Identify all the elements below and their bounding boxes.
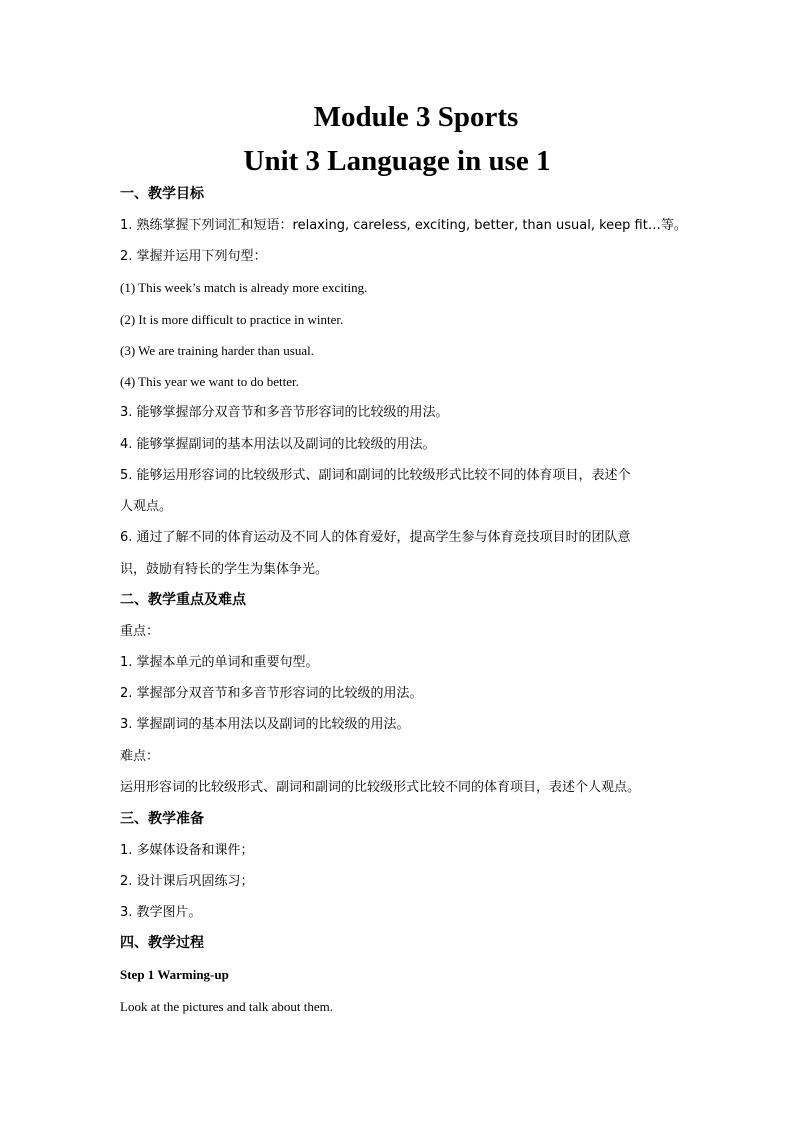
section-heading-process: 四、教学过程 — [120, 935, 204, 951]
difficult-point-text: 运用形容词的比较级形式、副词和副词的比较级形式比较不同的体育项目，表述个人观点。 — [120, 780, 641, 795]
section-heading-preparation: 三、教学准备 — [120, 811, 204, 827]
preparation-item: 2. 设计课后巩固练习； — [120, 874, 254, 889]
unit-title: Unit 3 Language in use 1 — [243, 145, 551, 177]
sentence-pattern: (2) It is more difficult to practice in winter. — [120, 312, 344, 327]
objective-item: 4. 能够掌握副词的基本用法以及副词的比较级的用法。 — [120, 437, 436, 452]
objective-item: 2. 掌握并运用下列句型： — [120, 249, 267, 264]
key-point-item: 2. 掌握部分双音节和多音节形容词的比较级的用法。 — [120, 686, 423, 701]
section-heading-objectives: 一、教学目标 — [120, 186, 204, 202]
key-point-item: 1. 掌握本单元的单词和重要句型。 — [120, 655, 319, 670]
objective-item-continued: 识，鼓励有特长的学生为集体争光。 — [120, 562, 329, 577]
key-points-label: 重点： — [120, 624, 160, 639]
step-title: Step 1 Warming-up — [120, 967, 229, 982]
sentence-pattern: (1) This week’s match is already more exciting. — [120, 280, 368, 295]
objective-item: 6. 通过了解不同的体育运动及不同人的体育爱好，提高学生参与体育竞技项目时的团队意 — [120, 530, 631, 545]
objective-item: 5. 能够运用形容词的比较级形式、副词和副词的比较级形式比较不同的体育项目，表述个 — [120, 468, 631, 483]
objective-item-continued: 人观点。 — [120, 499, 173, 514]
objective-item: 3. 能够掌握部分双音节和多音节形容词的比较级的用法。 — [120, 405, 449, 420]
difficult-points-label: 难点： — [120, 749, 160, 764]
step-text: Look at the pictures and talk about them. — [120, 999, 333, 1014]
key-point-item: 3. 掌握副词的基本用法以及副词的比较级的用法。 — [120, 717, 410, 732]
section-heading-key-points: 二、教学重点及难点 — [120, 592, 246, 608]
sentence-pattern: (4) This year we want to do better. — [120, 374, 299, 389]
module-title: Module 3 Sports — [313, 101, 519, 133]
sentence-pattern: (3) We are training harder than usual. — [120, 343, 314, 358]
objective-item: 1. 熟练掌握下列词汇和短语：relaxing, careless, exciting, better, than usual, keep fit…等。 — [120, 218, 687, 233]
preparation-item: 1. 多媒体设备和课件； — [120, 843, 254, 858]
preparation-item: 3. 教学图片。 — [120, 905, 202, 920]
